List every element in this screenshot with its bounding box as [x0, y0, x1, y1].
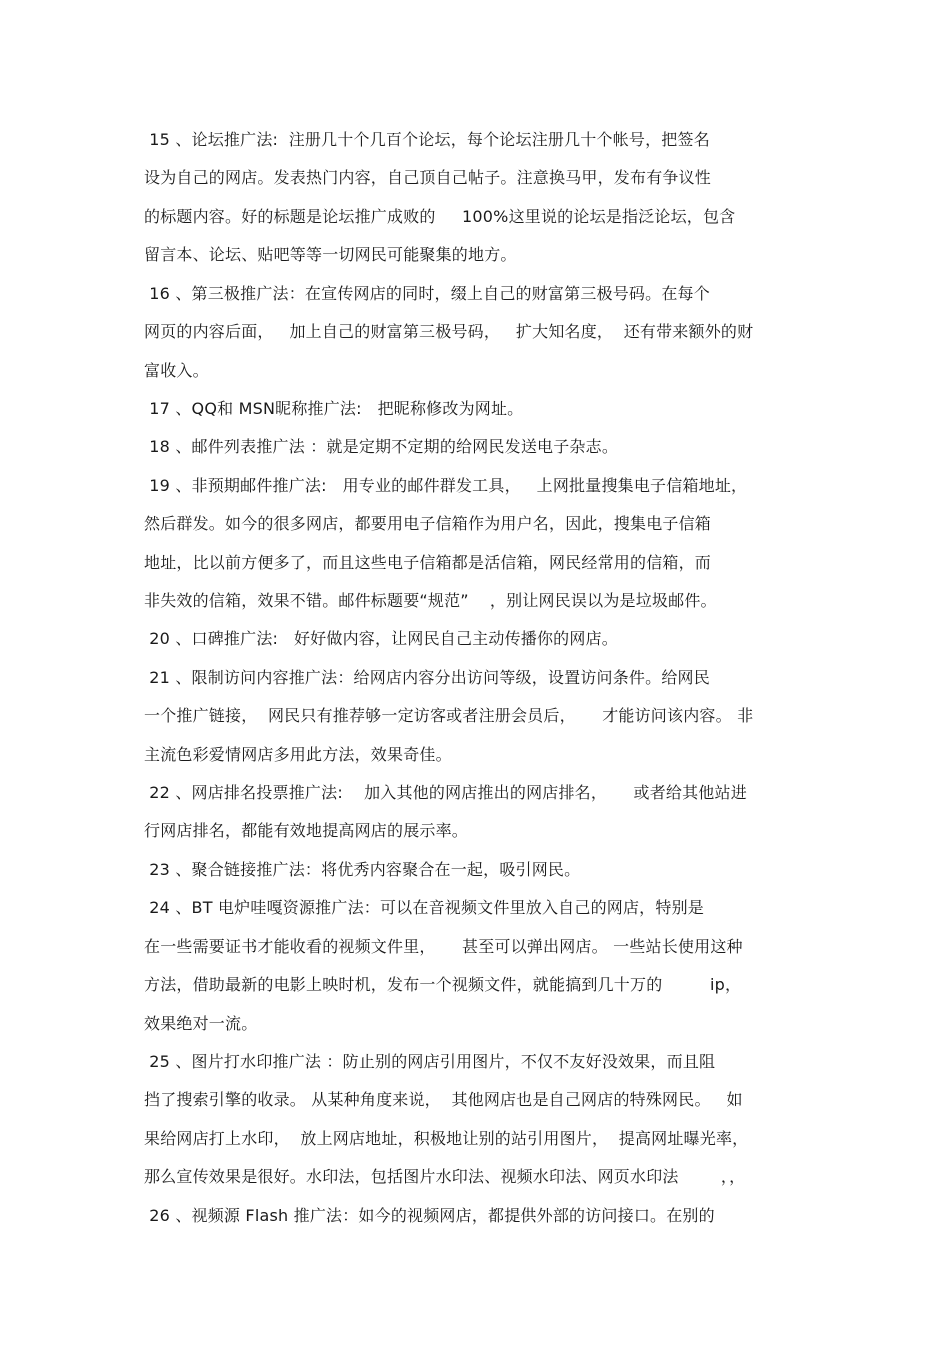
text-line: 20 、口碑推广法: 好好做内容，让网民自己主动传播你的网店。 [144, 629, 618, 648]
text-line: 17 、QQ和 MSN昵称推广法: 把昵称修改为网址。 [144, 399, 524, 418]
text-line: 留言本、论坛、贴吧等等一切网民可能聚集的地方。 [144, 245, 517, 264]
text-line: 然后群发。如今的很多网店，都要用电子信箱作为用户名，因此，搜集电子信箱 [144, 514, 712, 533]
text-line: 21 、限制访问内容推广法：给网店内容分出访问等级，设置访问条件。给网民 [144, 668, 710, 687]
text-line: 19 、非预期邮件推广法: 用专业的邮件群发工具， 上网批量搜集电子信箱地址， [144, 476, 748, 495]
text-line: 23 、聚合链接推广法：将优秀内容聚合在一起，吸引网民。 [144, 860, 581, 879]
text-line: 富收入。 [144, 361, 209, 380]
text-line: 的标题内容。好的标题是论坛推广成败的 100%这里说的论坛是指泛论坛，包含 [144, 207, 736, 226]
text-line: 在一些需要证书才能收看的视频文件里， 甚至可以弹出网店。 一些站长使用这种 [144, 937, 743, 956]
text-line: 18 、邮件列表推广法 ：就是定期不定期的给网民发送电子杂志。 [144, 437, 619, 456]
text-line: 行网店排名，都能有效地提高网店的展示率。 [144, 821, 469, 840]
text-line: 那么宣传效果是很好。水印法，包括图片水印法、视频水印法、网页水印法 ，， [144, 1167, 746, 1186]
text-line: 25 、图片打水印推广法 ：防止别的网店引用图片，不仅不友好没效果，而且阻 [144, 1052, 716, 1071]
text-line: 效果绝对一流。 [144, 1014, 258, 1033]
text-line: 一个推广链接， 网民只有推荐够一定访客或者注册会员后， 才能访问该内容。 非 [144, 706, 754, 725]
text-line: 15 、论坛推广法: 注册几十个几百个论坛，每个论坛注册几十个帐号，把签名 [144, 130, 710, 149]
text-line: 地址，比以前方便多了，而且这些电子信箱都是活信箱，网民经常用的信箱，而 [144, 553, 712, 572]
text-line: 16 、第三极推广法：在宣传网店的同时，缀上自己的财富第三极号码。在每个 [144, 284, 710, 303]
text-line: 26 、视频源 Flash 推广法：如今的视频网店，都提供外部的访问接口。在别的 [144, 1206, 715, 1225]
text-line: 非失效的信箱，效果不错。邮件标题要“规范” ，别让网民误以为是垃圾邮件。 [144, 591, 717, 610]
text-line: 挡了搜索引擎的收录。 从某种角度来说， 其他网店也是自己网店的特殊网民。 如 [144, 1090, 743, 1109]
text-line: 设为自己的网店。发表热门内容，自己顶自己帖子。注意换马甲，发布有争议性 [144, 168, 712, 187]
text-line: 果给网店打上水印， 放上网店地址，积极地让别的站引用图片， 提高网址曝光率， [144, 1129, 749, 1148]
text-line: 24 、BT 电炉哇嘎资源推广法：可以在音视频文件里放入自己的网店，特别是 [144, 898, 704, 917]
text-line: 网页的内容后面， 加上自己的财富第三极号码， 扩大知名度， 还有带来额外的财 [144, 322, 754, 341]
text-line: 22 、网店排名投票推广法: 加入其他的网店推出的网店排名， 或者给其他站进 [144, 783, 747, 802]
text-line: 方法，借助最新的电影上映时机，发布一个视频文件，就能搞到几十万的 ip， [144, 975, 742, 994]
text-line: 主流色彩爱情网店多用此方法，效果奇佳。 [144, 745, 452, 764]
